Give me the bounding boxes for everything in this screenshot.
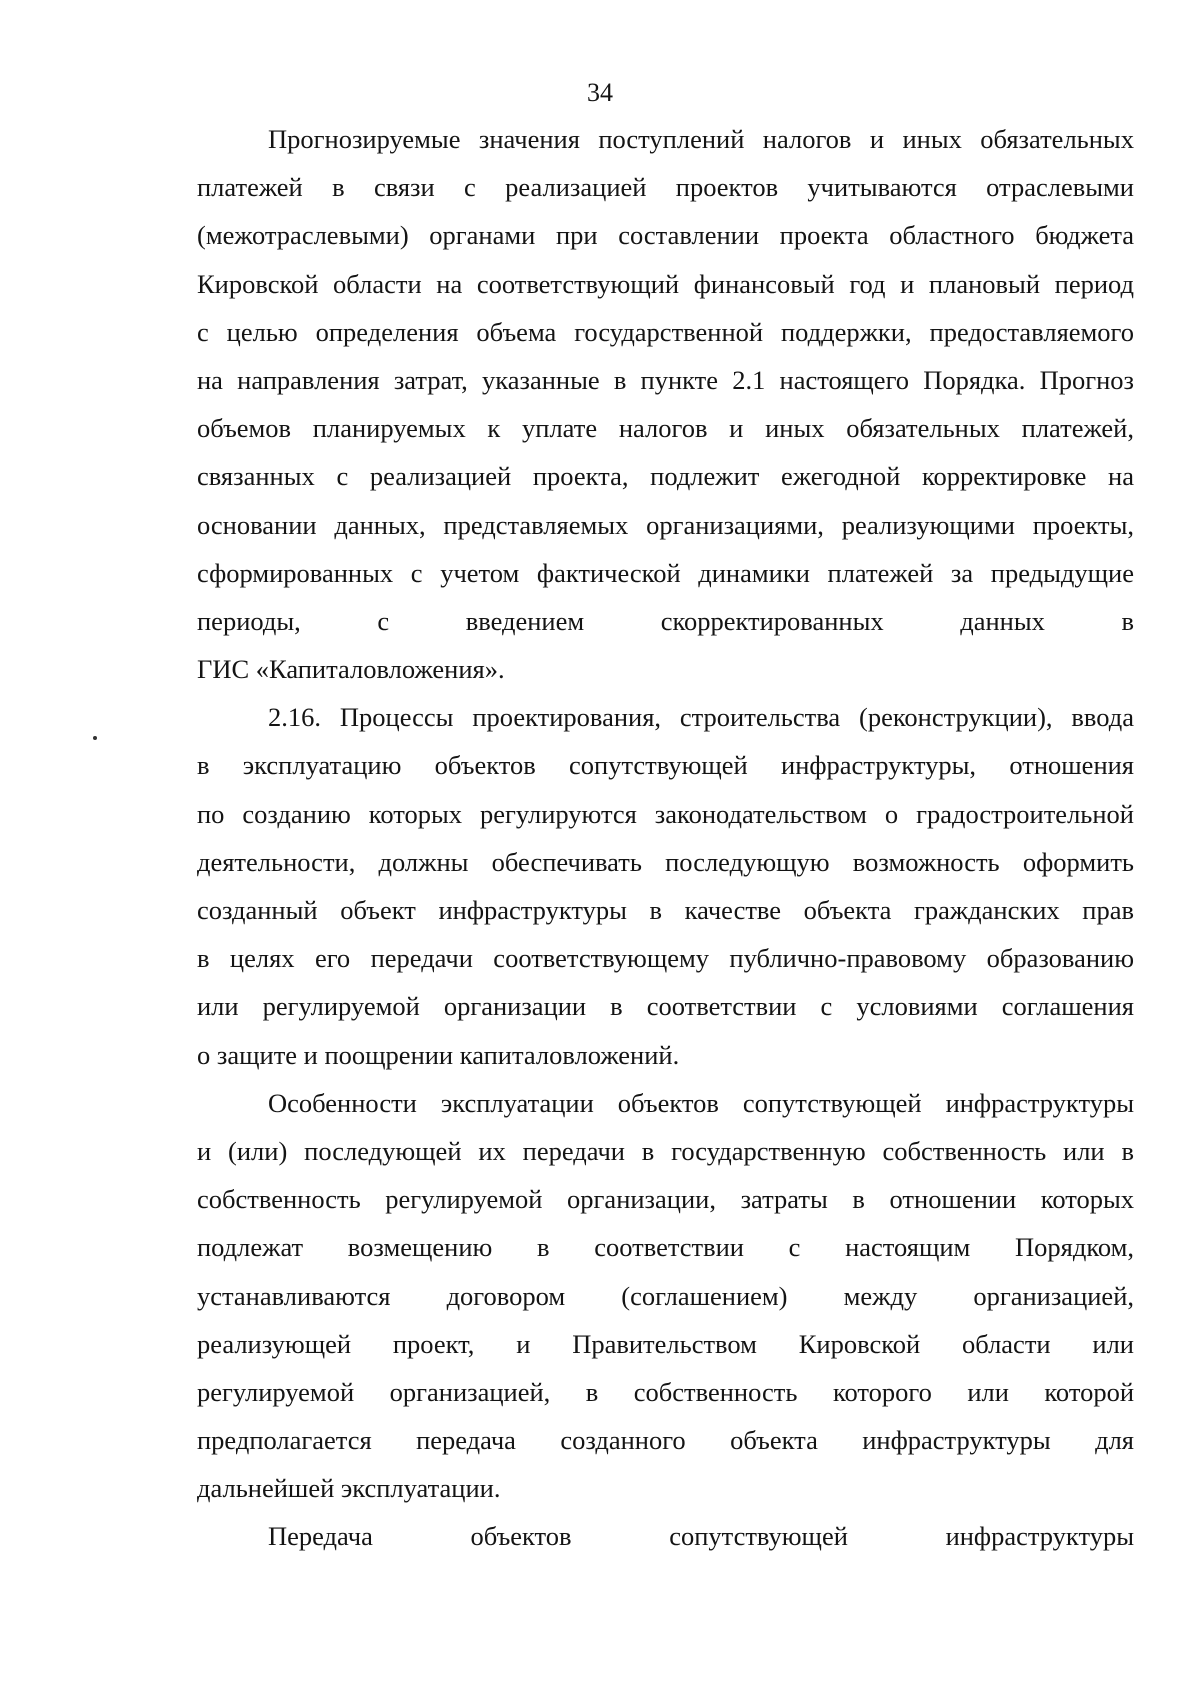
paragraph-2-16 xyxy=(197,693,1134,1079)
page-number: 34 xyxy=(587,78,613,107)
text-line: платежей в связи с реализацией проектов учитываются отраслевыми xyxy=(197,172,1134,203)
text-line: деятельности, должны обеспечивать последующую возможность оформить xyxy=(197,846,1134,877)
text-line: дальнейшей эксплуатации. xyxy=(197,1473,501,1504)
text-line: основании данных, представляемых организациями, реализующими проекты, xyxy=(197,509,1134,540)
text-line: на направления затрат, указанные в пункте 2.1 настоящего Порядка. Прогноз xyxy=(197,364,1134,395)
text-line: устанавливаются договором (соглашением) между организацией, xyxy=(197,1280,1134,1311)
body-text xyxy=(197,115,1134,1561)
text-line: или регулируемой организации в соответствии с условиями соглашения xyxy=(197,991,1134,1022)
text-line: объемов планируемых к уплате налогов и иных обязательных платежей, xyxy=(197,413,1134,444)
text-line: (межотраслевыми) органами при составлении проекта областного бюджета xyxy=(197,220,1134,251)
text-line: реализующей проект, и Правительством Кировской области или xyxy=(197,1328,1134,1359)
scan-artifact-dot xyxy=(93,736,97,740)
text-line: Особенности эксплуатации объектов сопутствующей инфраструктуры xyxy=(268,1087,1134,1118)
text-line: сформированных с учетом фактической динамики платежей за предыдущие xyxy=(197,557,1134,588)
text-line: Передача объектов сопутствующей инфраструктуры xyxy=(268,1521,1134,1552)
paragraph-transfer xyxy=(197,1512,1134,1560)
text-line: и (или) последующей их передачи в государственную собственность или в xyxy=(197,1135,1134,1166)
text-line: связанных с реализацией проекта, подлежит ежегодной корректировке на xyxy=(197,461,1134,492)
text-line: в эксплуатацию объектов сопутствующей инфраструктуры, отношения xyxy=(197,750,1134,781)
text-line: в целях его передачи соответствующему публично-правовому образованию xyxy=(197,943,1134,974)
text-line: 2.16. Процессы проектирования, строительства (реконструкции), ввода xyxy=(268,702,1134,733)
text-line: Прогнозируемые значения поступлений налогов и иных обязательных xyxy=(268,124,1134,154)
text-line: с целью определения объема государственной поддержки, предоставляемого xyxy=(197,316,1134,347)
text-line: собственность регулируемой организации, затраты в отношении которых xyxy=(197,1184,1134,1215)
text-line: предполагается передача созданного объекта инфраструктуры для xyxy=(197,1425,1134,1456)
text-line: ГИС «Капиталовложения». xyxy=(197,654,505,685)
text-line: периоды, с введением скорректированных данных в xyxy=(197,605,1134,636)
text-line: по созданию которых регулируются законодательством о градостроительной xyxy=(197,798,1134,829)
text-line: созданный объект инфраструктуры в качестве объекта гражданских прав xyxy=(197,895,1134,925)
paragraph-operation-features xyxy=(197,1079,1134,1513)
text-line: подлежат возмещению в соответствии с настоящим Порядком, xyxy=(197,1232,1134,1263)
text-line: Кировской области на соответствующий финансовый год и плановый период xyxy=(197,268,1134,299)
paragraph-forecast xyxy=(197,115,1134,693)
text-line: о защите и поощрении капиталовложений. xyxy=(197,1039,680,1070)
text-line: регулируемой организацией, в собственность которого или которой xyxy=(197,1376,1134,1407)
